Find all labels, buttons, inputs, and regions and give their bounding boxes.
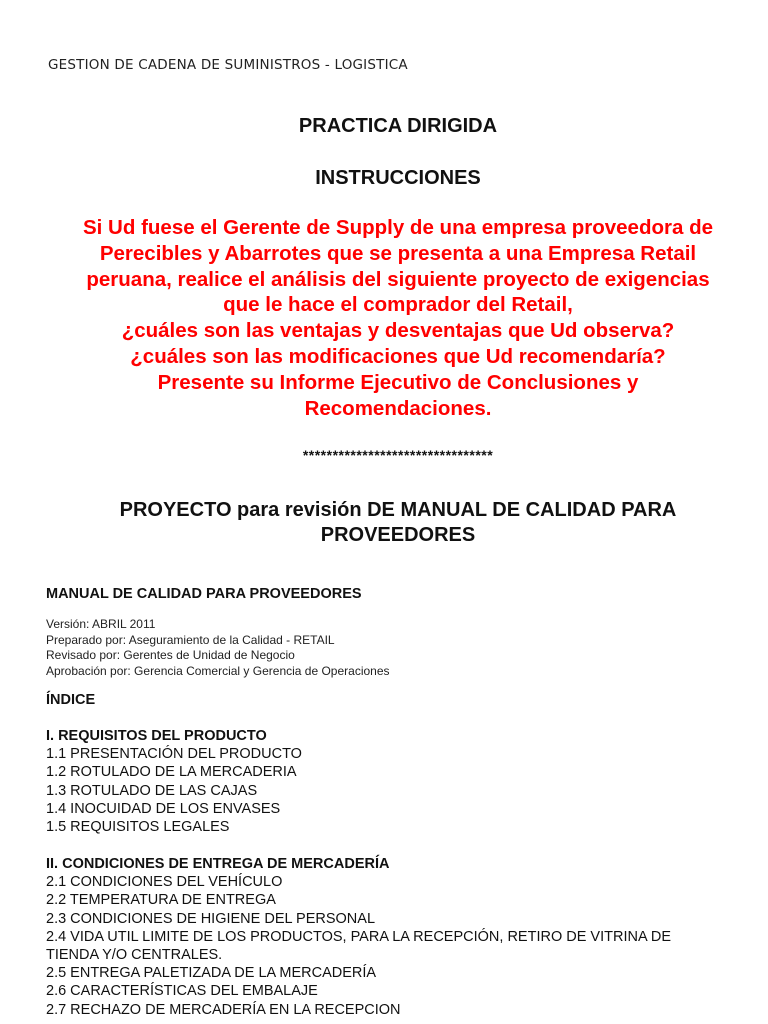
project-title [40, 498, 756, 548]
instructions-line: Perecibles y Abarrotes que se presenta a una Empresa Retail [99, 241, 697, 265]
instructions-line: peruana, realice el análisis del siguiente proyecto de exigencias [86, 267, 710, 291]
index-item: 2.3 CONDICIONES DE HIGIENE DEL PERSONAL [46, 910, 376, 927]
approved-by-line: Aprobación por: Gerencia Comercial y Gerencia de Operaciones [46, 663, 390, 678]
instructions-line: que le hace el comprador del Retail, [223, 293, 573, 317]
index-section-1 [46, 727, 746, 836]
index-title: ÍNDICE [46, 692, 96, 708]
version-line: Versión: ABRIL 2011 [46, 617, 156, 631]
index-item: 2.1 CONDICIONES DEL VEHÍCULO [46, 874, 283, 891]
instructions-text [38, 215, 758, 421]
instructions-line: Si Ud fuese el Gerente de Supply de una empresa proveedora de [82, 216, 713, 239]
instructions-line: ¿cuáles son las ventajas y desventajas que Ud observa? [121, 319, 675, 343]
reviewed-by-line: Revisado por: Gerentes de Unidad de Negocio [46, 648, 295, 662]
index-item: 1.2 ROTULADO DE LA MERCADERIA [46, 764, 297, 781]
index-section-2 [46, 855, 746, 1019]
practice-title: PRACTICA DIRIGIDA [298, 115, 498, 137]
instructions-line: ¿cuáles son las modificaciones que Ud recomendaría? [130, 344, 666, 368]
index-item: 1.1 PRESENTACIÓN DEL PRODUCTO [46, 746, 302, 763]
section-heading: I. REQUISITOS DEL PRODUCTO [46, 728, 267, 744]
index-item: 2.6 CARACTERÍSTICAS DEL EMBALAJE [46, 983, 318, 1000]
project-title-line: PROVEEDORES [320, 524, 476, 546]
course-header: GESTION DE CADENA DE SUMINISTROS - LOGISTICA [48, 57, 408, 73]
instructions-title: INSTRUCCIONES [315, 167, 481, 189]
section-heading: II. CONDICIONES DE ENTREGA DE MERCADERÍA [46, 856, 390, 872]
project-title-line: PROYECTO para revisión DE MANUAL DE CALIDAD PARA [119, 499, 677, 521]
separator: ******************************** [302, 447, 494, 463]
index-item: 2.5 ENTREGA PALETIZADA DE LA MERCADERÍA [46, 965, 377, 982]
instructions-line: Recomendaciones. [304, 396, 492, 420]
index-item: 2.7 RECHAZO DE MERCADERÍA EN LA RECEPCION [46, 1001, 401, 1018]
index-item: 2.2 TEMPERATURA DE ENTREGA [46, 892, 276, 909]
prepared-by-line: Preparado por: Aseguramiento de la Calidad - RETAIL [46, 632, 335, 647]
index-item: TIENDA Y/O CENTRALES. [46, 947, 223, 964]
index-item: 1.5 REQUISITOS LEGALES [46, 819, 230, 836]
instructions-line: Presente su Informe Ejecutivo de Conclusiones y [157, 370, 639, 394]
index-item: 1.3 ROTULADO DE LAS CAJAS [46, 782, 258, 799]
index-item: 2.4 VIDA UTIL LIMITE DE LOS PRODUCTOS, PARA LA RECEPCIÓN, RETIRO DE VITRINA DE [46, 928, 671, 945]
manual-title: MANUAL DE CALIDAD PARA PROVEEDORES [46, 586, 362, 602]
index-item: 1.4 INOCUIDAD DE LOS ENVASES [46, 800, 281, 817]
document-metadata [46, 617, 390, 679]
